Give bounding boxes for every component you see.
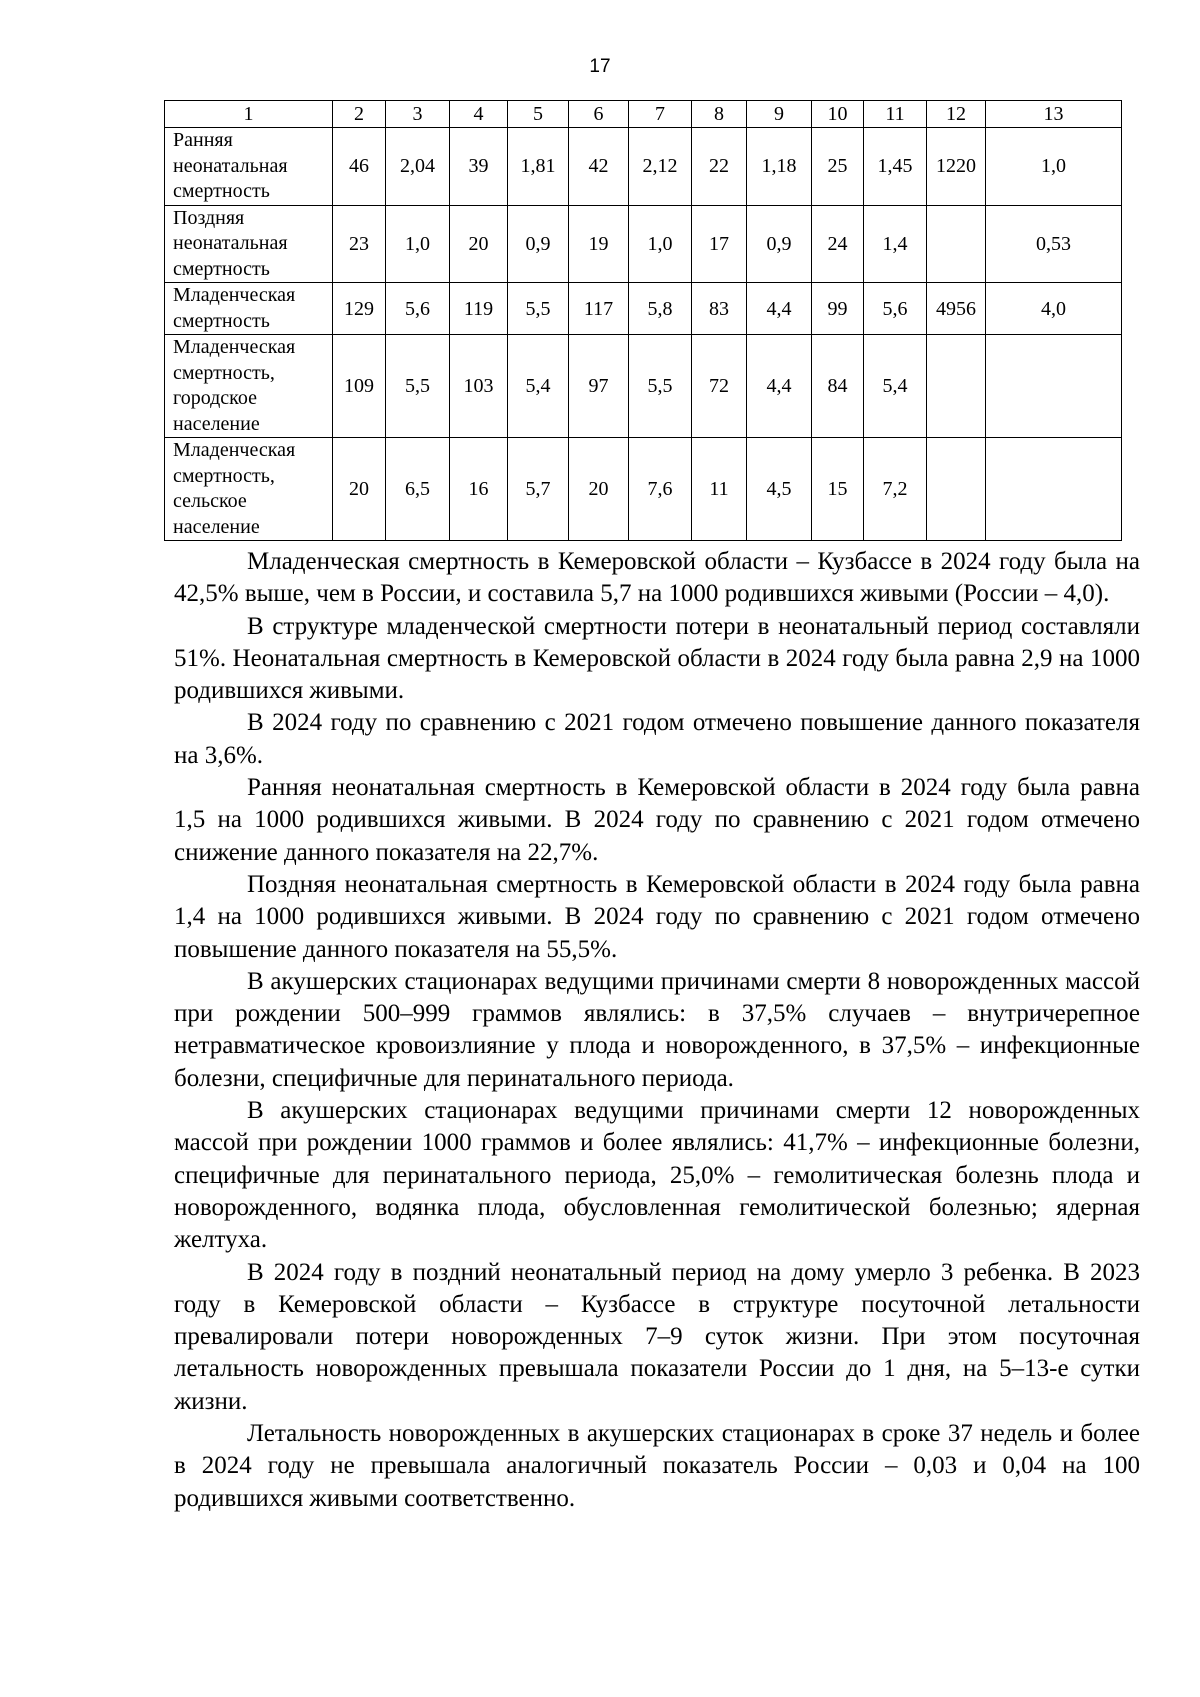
table-cell: 20	[569, 438, 629, 541]
table-cell: 6,5	[386, 438, 450, 541]
row-label-line: городское	[173, 387, 258, 409]
table-cell: 39	[450, 128, 508, 206]
column-header: 10	[812, 101, 864, 128]
paragraph: Летальность новорожденных в акушерских стационарах в сроке 37 недель и более в 2024 году не превышала аналогичный показатель России – 0,03 и 0,04 на 100 родившихся живыми соответственно.	[174, 1420, 1140, 1512]
table-cell: 1,0	[986, 128, 1122, 206]
table-cell: 117	[569, 283, 629, 335]
row-label-line: смертность,	[173, 361, 275, 384]
column-header: 12	[927, 101, 986, 128]
page-number: 17	[589, 56, 611, 77]
table-cell: 4,4	[747, 335, 812, 438]
column-header: 6	[569, 101, 629, 128]
mortality-table	[164, 100, 1122, 541]
row-label-line: смертность	[173, 257, 270, 280]
table-cell: 83	[692, 283, 747, 335]
table-cell: 5,5	[508, 283, 569, 335]
table-cell: 1,81	[508, 128, 569, 206]
table-row	[165, 205, 1122, 283]
table-cell: 4,4	[747, 283, 812, 335]
table-cell: 46	[333, 128, 386, 206]
table-cell: 1,0	[386, 205, 450, 283]
column-header: 7	[629, 101, 692, 128]
row-label-line: смертность	[173, 309, 270, 332]
table-cell: 19	[569, 205, 629, 283]
column-header: 2	[333, 101, 386, 128]
table-cell: 0,53	[986, 205, 1122, 283]
paragraph: В 2024 году по сравнению с 2021 годом отмечено повышение данного показателя на 3,6%.	[174, 709, 1140, 769]
table-cell: 5,7	[508, 438, 569, 541]
table-cell: 11	[692, 438, 747, 541]
table-cell: 2,04	[386, 128, 450, 206]
table-cell: 5,6	[386, 283, 450, 335]
paragraph: В акушерских стационарах ведущими причинами смерти 8 новорожденных массой при рождении 500–999 граммов являлись: в 37,5% случаев – внутричерепное нетравматическое кровоизлияние у плода и новорожденного, в 37,5% – инфекционные болезни, специфичные для перинатального периода.	[174, 967, 1140, 1092]
table-cell: 119	[450, 283, 508, 335]
row-label-line: сельское	[173, 490, 247, 512]
table-cell: 1,4	[864, 205, 927, 283]
paragraph: Ранняя неонатальная смертность в Кемеровской области в 2024 году была равна 1,5 на 1000 родившихся живыми. В 2024 году по сравнению с 2021 годом отмечено снижение данного показателя на 22,7%.	[174, 774, 1140, 866]
table-cell: 17	[692, 205, 747, 283]
table-cell: 20	[333, 438, 386, 541]
table-body	[165, 128, 1122, 541]
column-header: 13	[986, 101, 1122, 128]
row-label-line: Поздняя	[173, 206, 245, 229]
paragraph: Младенческая смертность в Кемеровской области – Кузбассе в 2024 году была на 42,5% выше, чем в России, и составила 5,7 на 1000 родившихся живыми (России – 4,0).	[174, 548, 1140, 608]
row-label-line: Младенческая	[173, 284, 296, 306]
table-cell: 2,12	[629, 128, 692, 206]
table-cell: 7,2	[864, 438, 927, 541]
column-header: 1	[165, 101, 333, 128]
table-cell: 103	[450, 335, 508, 438]
table-cell: 20	[450, 205, 508, 283]
table-cell	[927, 205, 986, 283]
row-label-line: неонатальная	[173, 232, 288, 254]
row-label-line: смертность,	[173, 464, 275, 487]
table-cell: 24	[812, 205, 864, 283]
table-cell: 1,18	[747, 128, 812, 206]
table-cell	[927, 438, 986, 541]
table-cell: 97	[569, 335, 629, 438]
paragraph: В структуре младенческой смертности потери в неонатальный период составляли 51%. Неонатальная смертность в Кемеровской области в 2024 году была равна 2,9 на 1000 родившихся живыми.	[174, 612, 1140, 705]
table-row	[165, 283, 1122, 335]
row-label	[165, 283, 333, 335]
table-cell: 4,0	[986, 283, 1122, 335]
row-label-line: население	[173, 515, 260, 538]
row-label	[165, 128, 333, 206]
table-row	[165, 128, 1122, 206]
row-label	[165, 335, 333, 438]
column-header: 3	[386, 101, 450, 128]
table-cell: 15	[812, 438, 864, 541]
table-cell: 129	[333, 283, 386, 335]
table-cell: 4956	[927, 283, 986, 335]
table-row	[165, 438, 1122, 541]
table-cell	[986, 438, 1122, 541]
table-cell: 5,6	[864, 283, 927, 335]
table-cell	[927, 335, 986, 438]
column-header: 11	[864, 101, 927, 128]
paragraph: В 2024 году в поздний неонатальный период на дому умерло 3 ребенка. В 2023 году в Кемеровской области – Кузбассе в структуре посуточной летальности превалировали потери новорожденных 7–9 суток жизни. При этом посуточная летальность новорожденных превышала показатели России до 1 дня, на 5–13-е сутки жизни.	[174, 1258, 1140, 1415]
column-header: 9	[747, 101, 812, 128]
row-label-line: Ранняя	[173, 129, 233, 151]
table-cell: 7,6	[629, 438, 692, 541]
table-cell: 42	[569, 128, 629, 206]
row-label-line: смертность	[173, 180, 270, 202]
table-cell: 0,9	[508, 205, 569, 283]
table-cell: 5,8	[629, 283, 692, 335]
table-cell: 99	[812, 283, 864, 335]
column-header: 5	[508, 101, 569, 128]
row-label-line: население	[173, 412, 260, 435]
table-cell: 16	[450, 438, 508, 541]
table-cell: 109	[333, 335, 386, 438]
column-header: 8	[692, 101, 747, 128]
table-cell: 1,0	[629, 205, 692, 283]
table-cell: 84	[812, 335, 864, 438]
table-cell: 5,5	[629, 335, 692, 438]
body-text	[174, 546, 1140, 1515]
table-cell: 1220	[927, 128, 986, 206]
table-cell: 5,4	[508, 335, 569, 438]
row-label	[165, 438, 333, 541]
table-cell: 1,45	[864, 128, 927, 206]
table-cell: 5,5	[386, 335, 450, 438]
table-cell: 4,5	[747, 438, 812, 541]
table-cell: 22	[692, 128, 747, 206]
row-label-line: Младенческая	[173, 336, 296, 358]
table-cell: 25	[812, 128, 864, 206]
table-cell	[986, 335, 1122, 438]
table-header-row	[165, 101, 1122, 128]
table-cell: 23	[333, 205, 386, 283]
row-label-line: Младенческая	[173, 439, 296, 461]
table-cell: 72	[692, 335, 747, 438]
column-header: 4	[450, 101, 508, 128]
paragraph: Поздняя неонатальная смертность в Кемеровской области в 2024 году была равна 1,4 на 1000 родившихся живыми. В 2024 году по сравнению с 2021 годом отмечено повышение данного показателя на 55,5%.	[174, 870, 1140, 963]
row-label	[165, 205, 333, 283]
table-cell: 0,9	[747, 205, 812, 283]
row-label-line: неонатальная	[173, 154, 288, 177]
paragraph: В акушерских стационарах ведущими причинами смерти 12 новорожденных массой при рождении 1000 граммов и более являлись: 41,7% – инфекционные болезни, специфичные для перинатального периода, 25,0% – гемолитическая болезнь плода и новорожденного, водянка плода, обусловленная гемолитической болезнью; ядерная желтуха.	[174, 1097, 1140, 1254]
table-row	[165, 335, 1122, 438]
table-cell: 5,4	[864, 335, 927, 438]
